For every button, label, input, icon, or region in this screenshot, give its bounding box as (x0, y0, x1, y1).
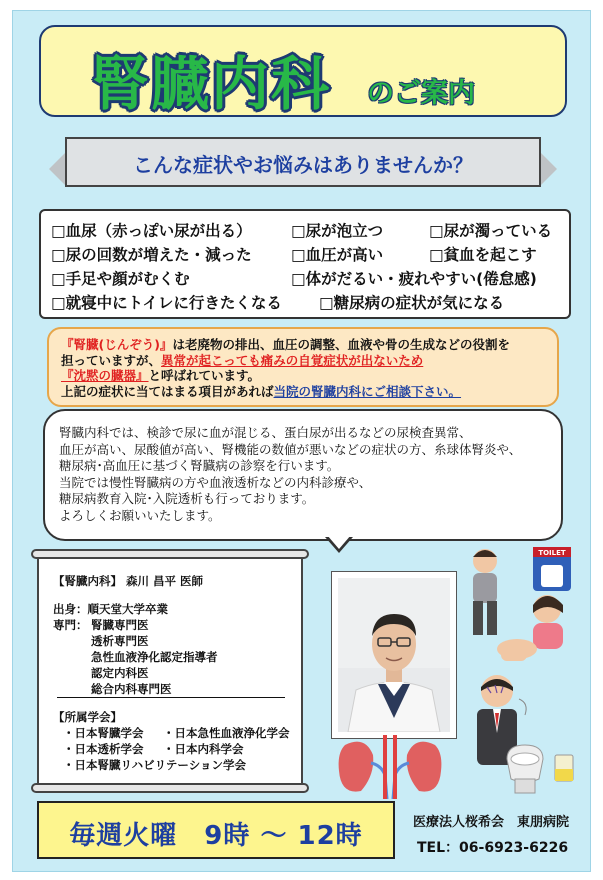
schedule-box (37, 801, 395, 859)
page-subtitle: のご案内 (367, 78, 475, 109)
bubble-tail-inner (327, 535, 351, 549)
description-line: 当院では慢性腎臓病の方や血液透析などの内科診療や、 (59, 474, 372, 490)
society-item: ・日本急性血液浄化学会 (163, 726, 290, 740)
toilet-sign-text: TOILET (538, 549, 566, 557)
description-line: 糖尿病教育入院･入院透析も行っております。 (59, 491, 315, 506)
question-banner (65, 137, 541, 187)
swollen-leg-illustration (493, 589, 585, 673)
info-text: は老廃物の排出、血圧の調整、血液や骨の生成などの役割を (172, 337, 510, 352)
symptom-item: □血尿（赤っぽい尿が出る） (51, 222, 252, 240)
doctor-portrait-icon (338, 578, 450, 732)
flyer (12, 10, 591, 872)
symptom-item: □尿の回数が増えた・減った (51, 246, 252, 264)
doctor-education: 出身：順天堂大学卒業 (53, 602, 168, 616)
description-line: 血圧が高い、尿酸値が高い、腎機能の数値が悪いなどの症状の方、糸球体腎炎や、 (59, 441, 522, 457)
banner-text: こんな症状やお悩みはありませんか？ (133, 153, 473, 177)
symptom-item: □体がだるい・疲れやすい(倦怠感) (291, 270, 537, 288)
societies-label: 【所属学会】 (53, 710, 122, 724)
info-text: 上記の症状に当てはまる項目があれば (61, 383, 274, 399)
society-item: ・日本腎臓学会 (63, 726, 144, 740)
symptom-item: □就寝中にトイレに行きたくなる (51, 294, 282, 312)
phone-number[interactable]: TEL：06-6923-6226 (417, 840, 569, 856)
symptom-item: □血圧が高い (291, 246, 384, 264)
society-item: ・日本腎臓リハビリテーション学会 (63, 758, 246, 772)
hospital-name: 医療法人桜希会 東朋病院 (413, 815, 570, 830)
title-box (39, 25, 567, 117)
specialty-item: 急性血液浄化認定指導者 (91, 650, 218, 664)
consult-text: 当院の腎臓内科にご相談下さい。 (273, 383, 462, 399)
specialty-label: 専門： (53, 618, 88, 632)
clinic-hours: 毎週火曜 9時 ～ 12時 (69, 821, 363, 851)
description-line: 腎臓内科では、検診で尿に血が混じる、蛋白尿が出るなどの尿検査異常、 (59, 425, 472, 440)
symptom-checklist (39, 209, 571, 319)
symptom-item: □手足や顔がむくむ (51, 270, 190, 288)
description-line: 糖尿病･高血圧に基づく腎臓病の診察を行います。 (59, 458, 340, 473)
symptom-item: □貧血を起こす (429, 246, 537, 264)
symptom-item: □糖尿病の症状が気になる (319, 294, 505, 312)
society-item: ・日本透析学会 (63, 742, 144, 756)
specialty-item: 認定内科医 (91, 666, 149, 680)
scroll-roll-bottom (31, 783, 309, 793)
doctor-profile-card (37, 557, 303, 787)
info-text: と呼ばれています。 (148, 368, 261, 383)
urine-test-icon (501, 739, 587, 797)
doctor-photo-frame (331, 571, 457, 739)
info-text: 担っていますが、 (61, 352, 162, 368)
society-item: ・日本内科学会 (163, 742, 244, 756)
page-title: 腎臓内科 (91, 50, 332, 118)
specialty-item: 透析専門医 (91, 634, 149, 648)
divider (57, 697, 285, 698)
kidney-info-box (47, 327, 559, 407)
warning-text: 異常が起こっても痛みの自覚症状が出ないため (161, 352, 424, 368)
kidney-icon (335, 735, 445, 799)
specialty-item: 総合内科専門医 (91, 682, 172, 696)
silent-organ-term: 『沈黙の臓器』 (61, 368, 149, 383)
doctor-header: 【腎臓内科】 森川 昌平 医師 (53, 574, 204, 588)
symptom-item: □尿が濁っている (429, 222, 553, 240)
description-line: よろしくお願いいたします。 (59, 507, 221, 523)
specialty-item: 腎臓専門医 (91, 618, 149, 632)
ribbon-tail-right (539, 151, 557, 187)
kidney-term: 『腎臓(じんぞう)』 (61, 337, 173, 352)
description-bubble (43, 409, 563, 541)
symptom-item: □尿が泡立つ (291, 222, 384, 240)
doctor-photo (338, 578, 450, 732)
